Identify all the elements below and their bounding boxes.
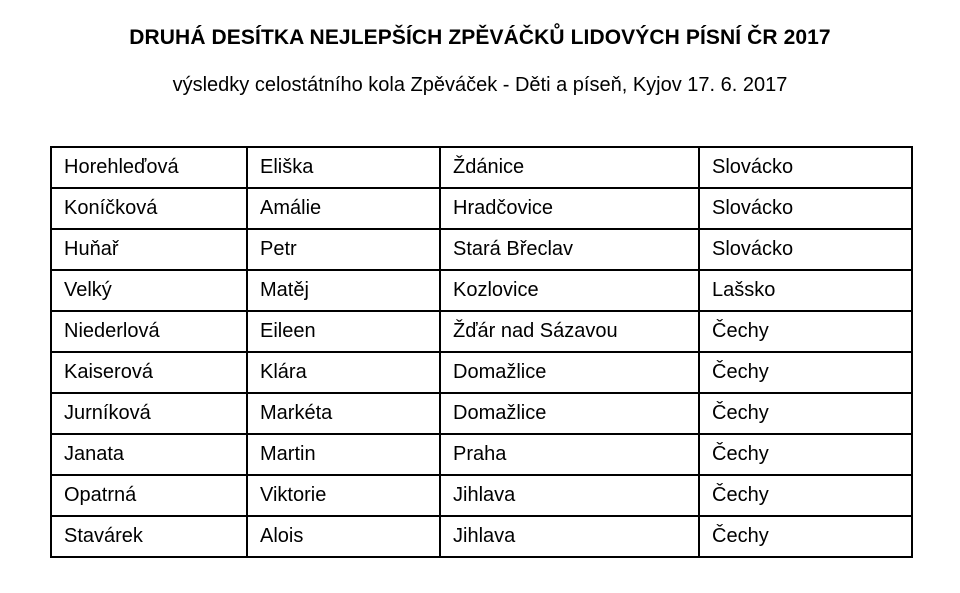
surname-cell: Jurníková	[51, 393, 247, 434]
table-row	[51, 352, 912, 393]
region-cell: Čechy	[699, 393, 912, 434]
region-cell: Čechy	[699, 311, 912, 352]
surname-cell: Kaiserová	[51, 352, 247, 393]
table-row	[51, 188, 912, 229]
surname-cell: Huňař	[51, 229, 247, 270]
region-cell: Čechy	[699, 352, 912, 393]
region-cell: Slovácko	[699, 188, 912, 229]
first-name-cell: Eliška	[247, 147, 440, 188]
town-cell: Jihlava	[440, 516, 699, 557]
region-cell: Čechy	[699, 434, 912, 475]
town-cell: Jihlava	[440, 475, 699, 516]
surname-cell: Horehleďová	[51, 147, 247, 188]
first-name-cell: Markéta	[247, 393, 440, 434]
table-row	[51, 147, 912, 188]
first-name-cell: Matěj	[247, 270, 440, 311]
town-cell: Stará Břeclav	[440, 229, 699, 270]
surname-cell: Stavárek	[51, 516, 247, 557]
town-cell: Kozlovice	[440, 270, 699, 311]
first-name-cell: Martin	[247, 434, 440, 475]
region-cell: Slovácko	[699, 147, 912, 188]
table-row	[51, 434, 912, 475]
results-table	[50, 146, 913, 558]
surname-cell: Velký	[51, 270, 247, 311]
results-table-body	[51, 147, 912, 557]
first-name-cell: Petr	[247, 229, 440, 270]
region-cell: Lašsko	[699, 270, 912, 311]
table-row	[51, 311, 912, 352]
table-row	[51, 393, 912, 434]
town-cell: Hradčovice	[440, 188, 699, 229]
table-row	[51, 475, 912, 516]
first-name-cell: Klára	[247, 352, 440, 393]
first-name-cell: Eileen	[247, 311, 440, 352]
surname-cell: Koníčková	[51, 188, 247, 229]
town-cell: Domažlice	[440, 393, 699, 434]
table-row	[51, 516, 912, 557]
document-subtitle: výsledky celostátního kola Zpěváček - Děti a píseň, Kyjov 17. 6. 2017	[172, 74, 788, 96]
first-name-cell: Alois	[247, 516, 440, 557]
table-row	[51, 229, 912, 270]
town-cell: Domažlice	[440, 352, 699, 393]
first-name-cell: Viktorie	[247, 475, 440, 516]
region-cell: Čechy	[699, 475, 912, 516]
document-title: DRUHÁ DESÍTKA NEJLEPŠÍCH ZPĚVÁČKŮ LIDOVÝCH PÍSNÍ ČR 2017	[129, 26, 831, 49]
town-cell: Praha	[440, 434, 699, 475]
region-cell: Slovácko	[699, 229, 912, 270]
surname-cell: Niederlová	[51, 311, 247, 352]
region-cell: Čechy	[699, 516, 912, 557]
table-row	[51, 270, 912, 311]
town-cell: Ždánice	[440, 147, 699, 188]
first-name-cell: Amálie	[247, 188, 440, 229]
town-cell: Žďár nad Sázavou	[440, 311, 699, 352]
surname-cell: Janata	[51, 434, 247, 475]
surname-cell: Opatrná	[51, 475, 247, 516]
